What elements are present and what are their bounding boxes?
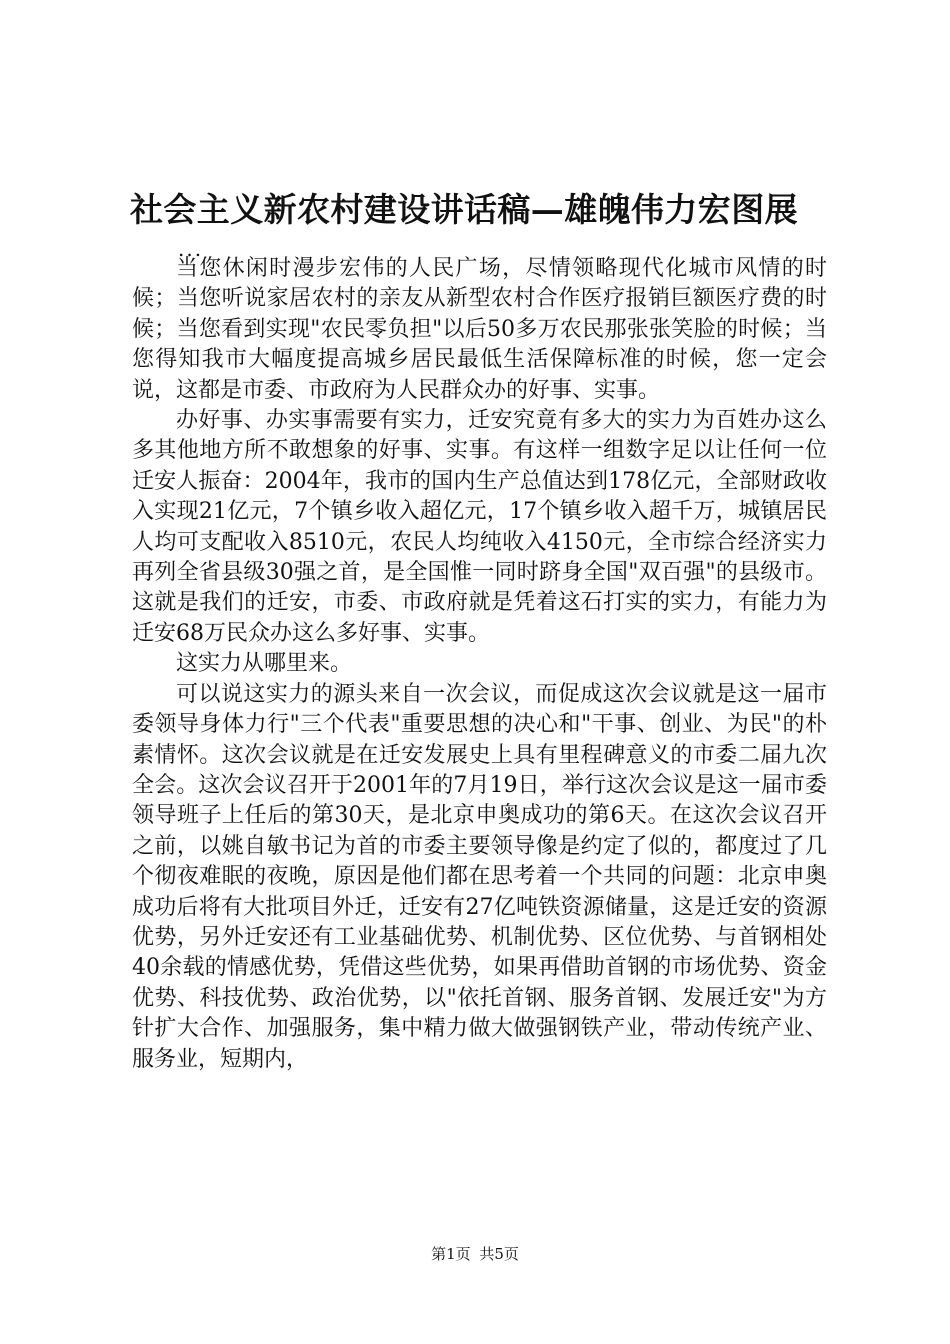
document-title: 社会主义新农村建设讲话稿—雄魄伟力宏图展 <box>130 190 798 229</box>
paragraph-2: 办好事、办实事需要有实力，迁安究竟有多大的实力为百姓办这么多其他地方所不敢想象的好事、实事。有这样一组数字足以让任何一位迁安人振奋：2004年，我市的国内生产总值达到178亿元，全部财政收入实现21亿元，7个镇乡收入超亿元，17个镇乡收入超千万，城镇居民人均可支配收入8510元，农民人均纯收入4150元，全市综合经济实力再列全省县级30强之首，是全国惟一同时跻身全国"双百强"的县级市。这就是我们的迁安，市委、市政府就是凭着这石打实的实力，有能力为迁安68万民众办这么多好事、实事。 <box>132 408 827 646</box>
paragraph-4: 可以说这实力的源头来自一次会议，而促成这次会议就是这一届市委领导身体力行"三个代表"重要思想的决心和"干事、创业、为民"的朴素情怀。这次会议就是在迁安发展史上具有里程碑意义的市委二届九次全会。这次会议召开于2001年的7月19日，举行这次会议是这一届市委领导班子上任后的第30天，是北京申奥成功的第6天。在这次会议召开之前，以姚自敏书记为首的市委主要领导像是约定了似的，都度过了几个彻夜难眠的夜晚，原因是他们都在思考着一个共同的问题：北京申奥成功后将有大批项目外迁，迁安有27亿吨铁资源储量，这是迁安的资源优势，另外迁安还有工业基础优势、机制优势、区位优势、与首钢相处40余载的情感优势，凭借这些优势，如果再借助首钢的市场优势、资金优势、科技优势、政治优势，以"依托首钢、服务首钢、发展迁安"为方针扩大合作、加强服务，集中精力做大做强钢铁产业，带动传统产业、服务业，短期内， <box>132 681 827 1072</box>
title-continuation: ... <box>178 237 204 261</box>
page-number: 第1页 <box>431 1245 471 1263</box>
paragraph-1: 当您休闲时漫步宏伟的人民广场，尽情领略现代化城市风情的时候；当您听说家居农村的亲友从新型农村合作医疗报销巨额医疗费的时候；当您看到实现"农民零负担"以后50多万农民那张张笑脸的时候；当您得知我市大幅度提高城乡居民最低生活保障标准的时候，您一定会说，这都是市委、市政府为人民群众办的好事、实事。 <box>132 256 827 403</box>
page-total: 共5页 <box>479 1245 519 1263</box>
page-footer <box>0 1242 950 1266</box>
paragraph-3: 这实力从哪里来。 <box>176 651 353 677</box>
document-body <box>132 254 827 1075</box>
